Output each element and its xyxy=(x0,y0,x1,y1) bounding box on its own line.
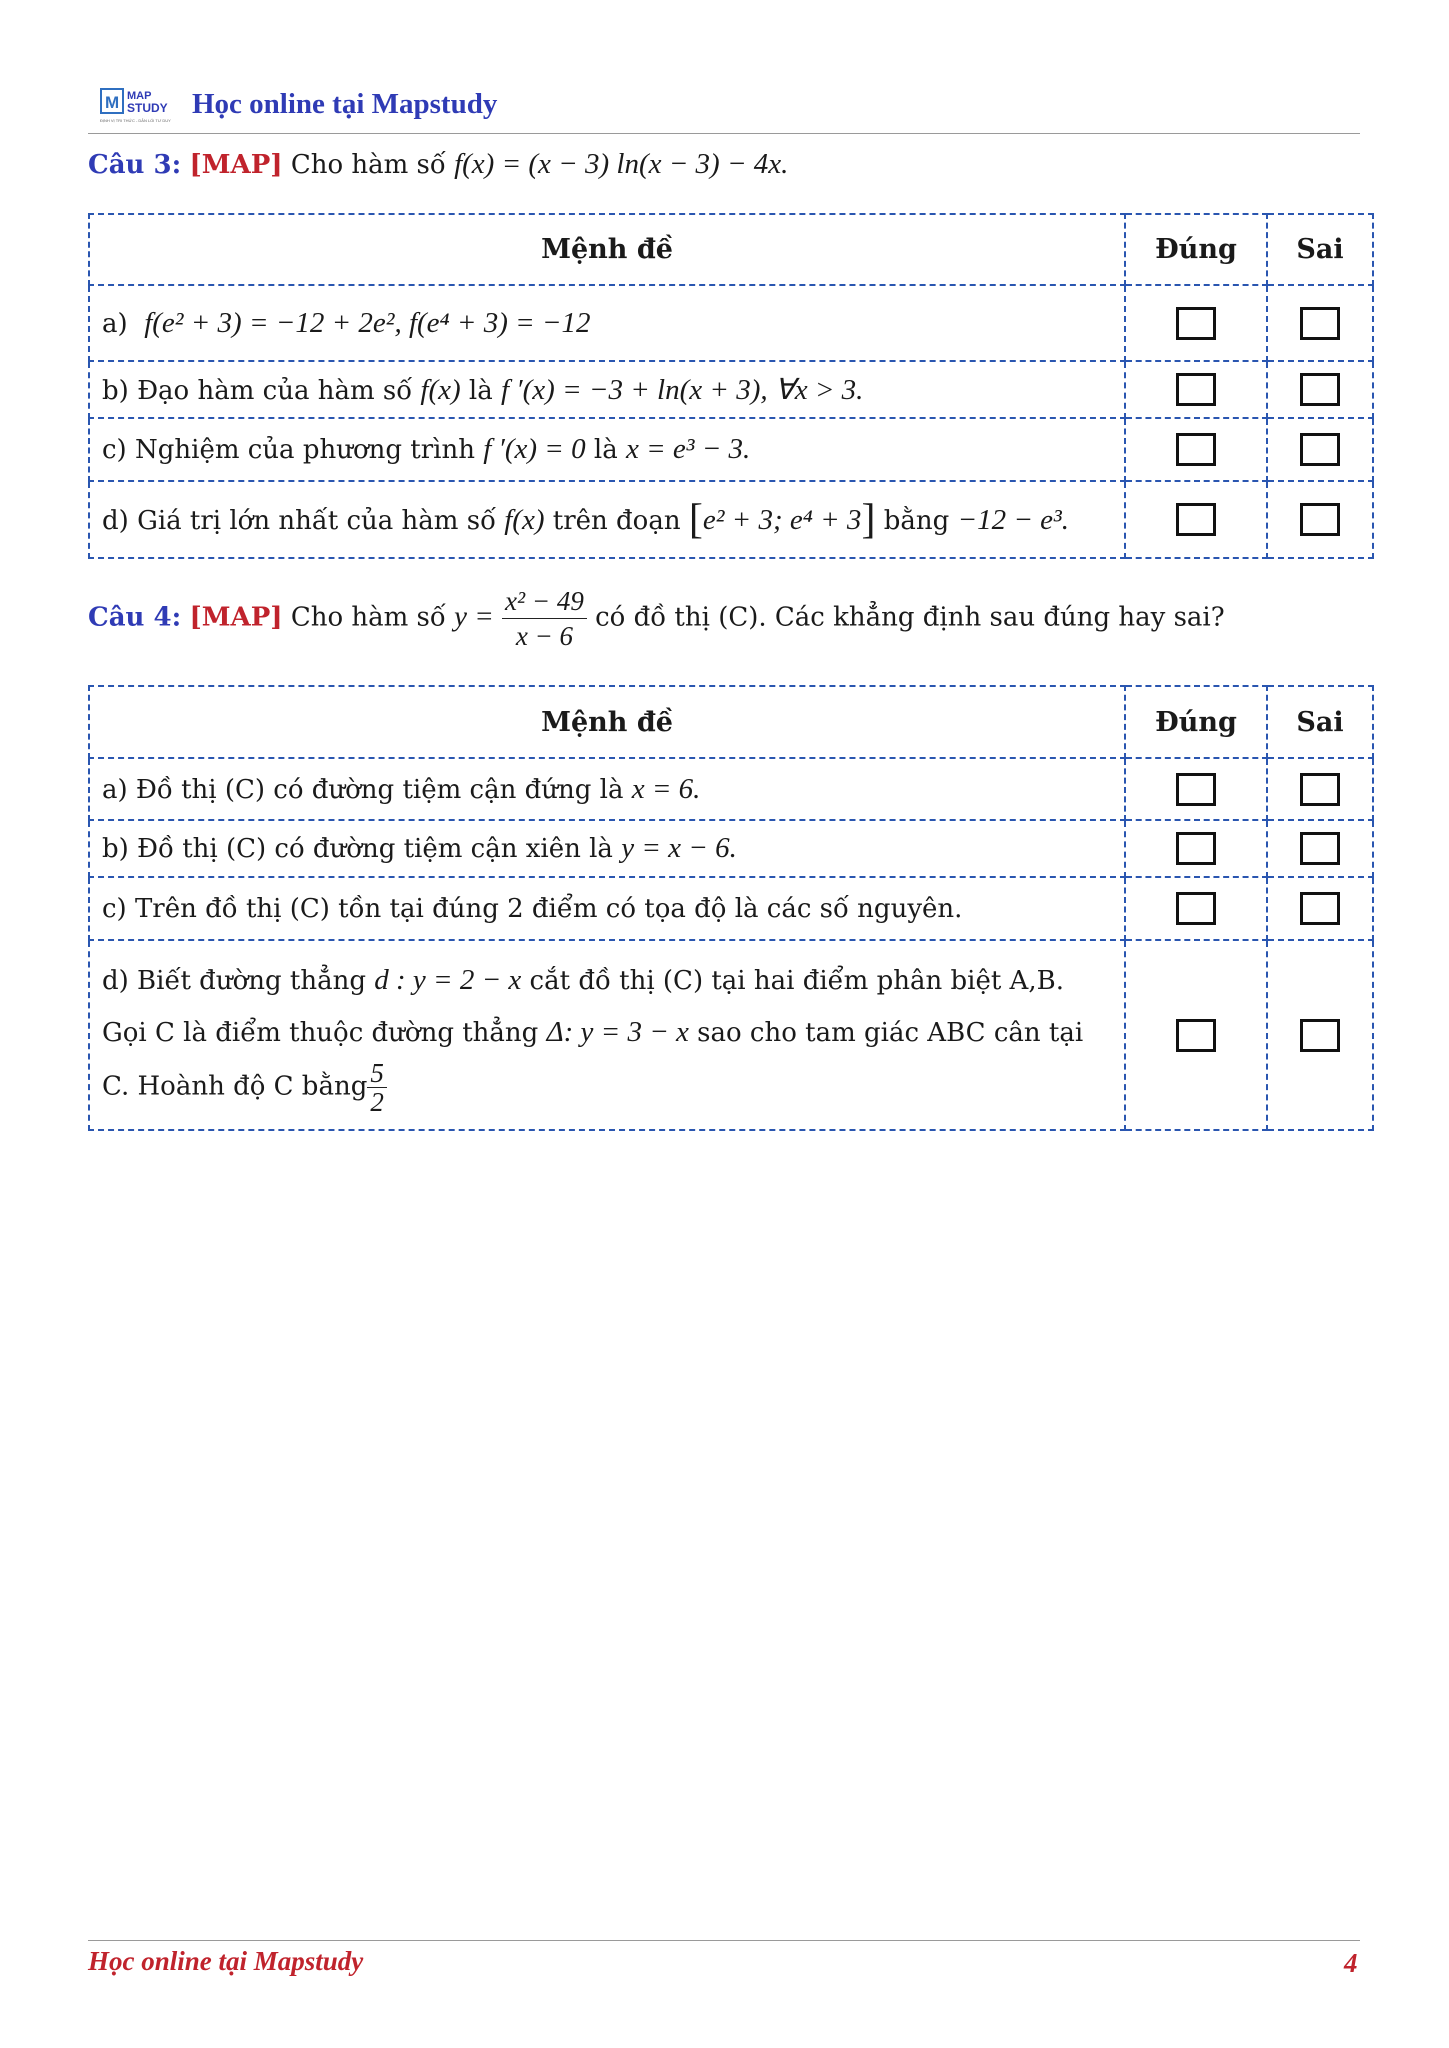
answer-fraction xyxy=(367,1059,387,1116)
logo-tagline: ĐỊNH VỊ TRI THỨC - DẪN LỐI TƯ DUY xyxy=(100,118,171,123)
false-checkbox[interactable] xyxy=(1300,307,1340,340)
header-title: Học online tại Mapstudy xyxy=(192,88,498,120)
logo-map-text: MAP xyxy=(127,90,152,102)
question-4-number: Câu 4: xyxy=(88,602,182,633)
statement-label: c) xyxy=(102,435,127,465)
footer-text: Học online tại Mapstudy xyxy=(88,1946,364,1976)
statement-formula: d : y = 2 − x xyxy=(374,963,522,996)
statement-d xyxy=(89,481,1125,558)
question-4-y: y = xyxy=(454,600,494,633)
statement-text: d) Biết đường thẳng xyxy=(102,965,366,996)
left-bracket: [ xyxy=(688,496,703,543)
statement-formula: Δ: y = 3 − x xyxy=(546,1015,689,1048)
table-row xyxy=(89,481,1373,558)
fraction-numerator: x² − 49 xyxy=(502,584,587,619)
question-3-table xyxy=(88,213,1374,559)
statement-text: b) Đồ thị (C) có đường tiệm cận xiên là xyxy=(102,834,613,864)
statement-formula: x = 6. xyxy=(631,772,701,805)
statement-b xyxy=(89,361,1125,418)
fraction-denominator: x − 6 xyxy=(515,621,574,651)
footer-divider xyxy=(88,1940,1360,1941)
statement-formula: −12 − e³. xyxy=(957,503,1069,536)
statement-text: sao cho tam giác ABC cân tại C. Hoành độ C bằng xyxy=(102,1017,1084,1101)
column-header-false: Sai xyxy=(1267,214,1373,285)
statement-formula: f ′(x) = −3 + ln(x + 3), ∀x > 3. xyxy=(501,374,864,406)
false-checkbox[interactable] xyxy=(1300,1019,1340,1052)
statement-text: là xyxy=(593,435,618,465)
statement-text: Đạo hàm của hàm số xyxy=(137,376,413,406)
interval-formula: e² + 3; e⁴ + 3 xyxy=(702,503,862,536)
header-divider xyxy=(88,133,1360,134)
statement-formula: f(x) xyxy=(420,374,461,406)
statement-label: a) xyxy=(102,308,128,339)
statement-a xyxy=(89,285,1125,361)
statement-text: bằng xyxy=(883,505,950,536)
statement-formula: f ′(x) = 0 xyxy=(483,433,586,465)
statement-text: là xyxy=(468,376,493,406)
fraction-numerator: 5 xyxy=(367,1059,387,1088)
question-3-intro: Cho hàm số xyxy=(290,150,446,180)
column-header-statement: Mệnh đề xyxy=(89,686,1125,758)
false-checkbox[interactable] xyxy=(1300,773,1340,806)
true-checkbox[interactable] xyxy=(1176,433,1216,466)
question-4-tag: [MAP] xyxy=(189,602,283,633)
statement-c xyxy=(89,877,1125,940)
column-header-false: Sai xyxy=(1267,686,1373,758)
statement-text: a) Đồ thị (C) có đường tiệm cận đứng là xyxy=(102,774,624,805)
logo-study-text: STUDY xyxy=(127,101,168,115)
question-4-intro: Cho hàm số xyxy=(290,602,446,633)
table-row xyxy=(89,820,1373,877)
question-3-number: Câu 3: xyxy=(88,150,182,180)
statement-c xyxy=(89,418,1125,481)
table-row xyxy=(89,877,1373,940)
question-4-fraction xyxy=(502,584,587,653)
statement-text: Nghiệm của phương trình xyxy=(134,435,475,465)
question-3-line xyxy=(88,148,788,181)
column-header-true: Đúng xyxy=(1125,686,1267,758)
table-row xyxy=(89,940,1373,1130)
statement-text: c) Trên đồ thị (C) tồn tại đúng 2 điểm có tọa độ là các số nguyên. xyxy=(102,893,963,924)
table-row xyxy=(89,285,1373,361)
true-checkbox[interactable] xyxy=(1176,307,1216,340)
question-3-tag: [MAP] xyxy=(189,150,283,180)
statement-text: Giá trị lớn nhất của hàm số xyxy=(137,505,496,536)
table-row xyxy=(89,758,1373,820)
false-checkbox[interactable] xyxy=(1300,832,1340,865)
false-checkbox[interactable] xyxy=(1300,373,1340,406)
statement-formula: y = x − 6. xyxy=(621,832,737,864)
true-checkbox[interactable] xyxy=(1176,832,1216,865)
true-checkbox[interactable] xyxy=(1176,1019,1216,1052)
page-number: 4 xyxy=(1344,1948,1358,1978)
question-4-line xyxy=(88,584,1225,653)
statement-a xyxy=(89,758,1125,820)
question-3-function: f(x) = (x − 3) ln(x − 3) − 4x. xyxy=(454,148,789,180)
true-checkbox[interactable] xyxy=(1176,503,1216,536)
table-row xyxy=(89,361,1373,418)
true-checkbox[interactable] xyxy=(1176,773,1216,806)
statement-text: cắt đồ thị (C) tại hai điểm phân biệt A,B. Gọi C là điểm thuộc đường thẳng xyxy=(102,965,1064,1048)
statement-text: trên đoạn xyxy=(552,505,681,536)
statement-formula: f(e² + 3) = −12 + 2e², f(e⁴ + 3) = −12 xyxy=(144,306,591,339)
logo-letter: M xyxy=(105,93,120,112)
true-checkbox[interactable] xyxy=(1176,373,1216,406)
statement-formula: f(x) xyxy=(504,503,545,536)
false-checkbox[interactable] xyxy=(1300,503,1340,536)
false-checkbox[interactable] xyxy=(1300,892,1340,925)
table-row xyxy=(89,418,1373,481)
statement-b xyxy=(89,820,1125,877)
statement-d xyxy=(89,940,1125,1130)
right-bracket: ] xyxy=(861,496,876,543)
column-header-statement: Mệnh đề xyxy=(89,214,1125,285)
statement-formula: x = e³ − 3. xyxy=(625,433,751,465)
question-4-table xyxy=(88,685,1374,1131)
mapstudy-logo xyxy=(100,87,182,125)
question-4-outro: có đồ thị (C). Các khẳng định sau đúng hay sai? xyxy=(595,602,1225,633)
false-checkbox[interactable] xyxy=(1300,433,1340,466)
statement-label: b) xyxy=(102,376,129,406)
column-header-true: Đúng xyxy=(1125,214,1267,285)
fraction-denominator: 2 xyxy=(370,1086,384,1117)
true-checkbox[interactable] xyxy=(1176,892,1216,925)
statement-label: d) xyxy=(102,505,129,536)
